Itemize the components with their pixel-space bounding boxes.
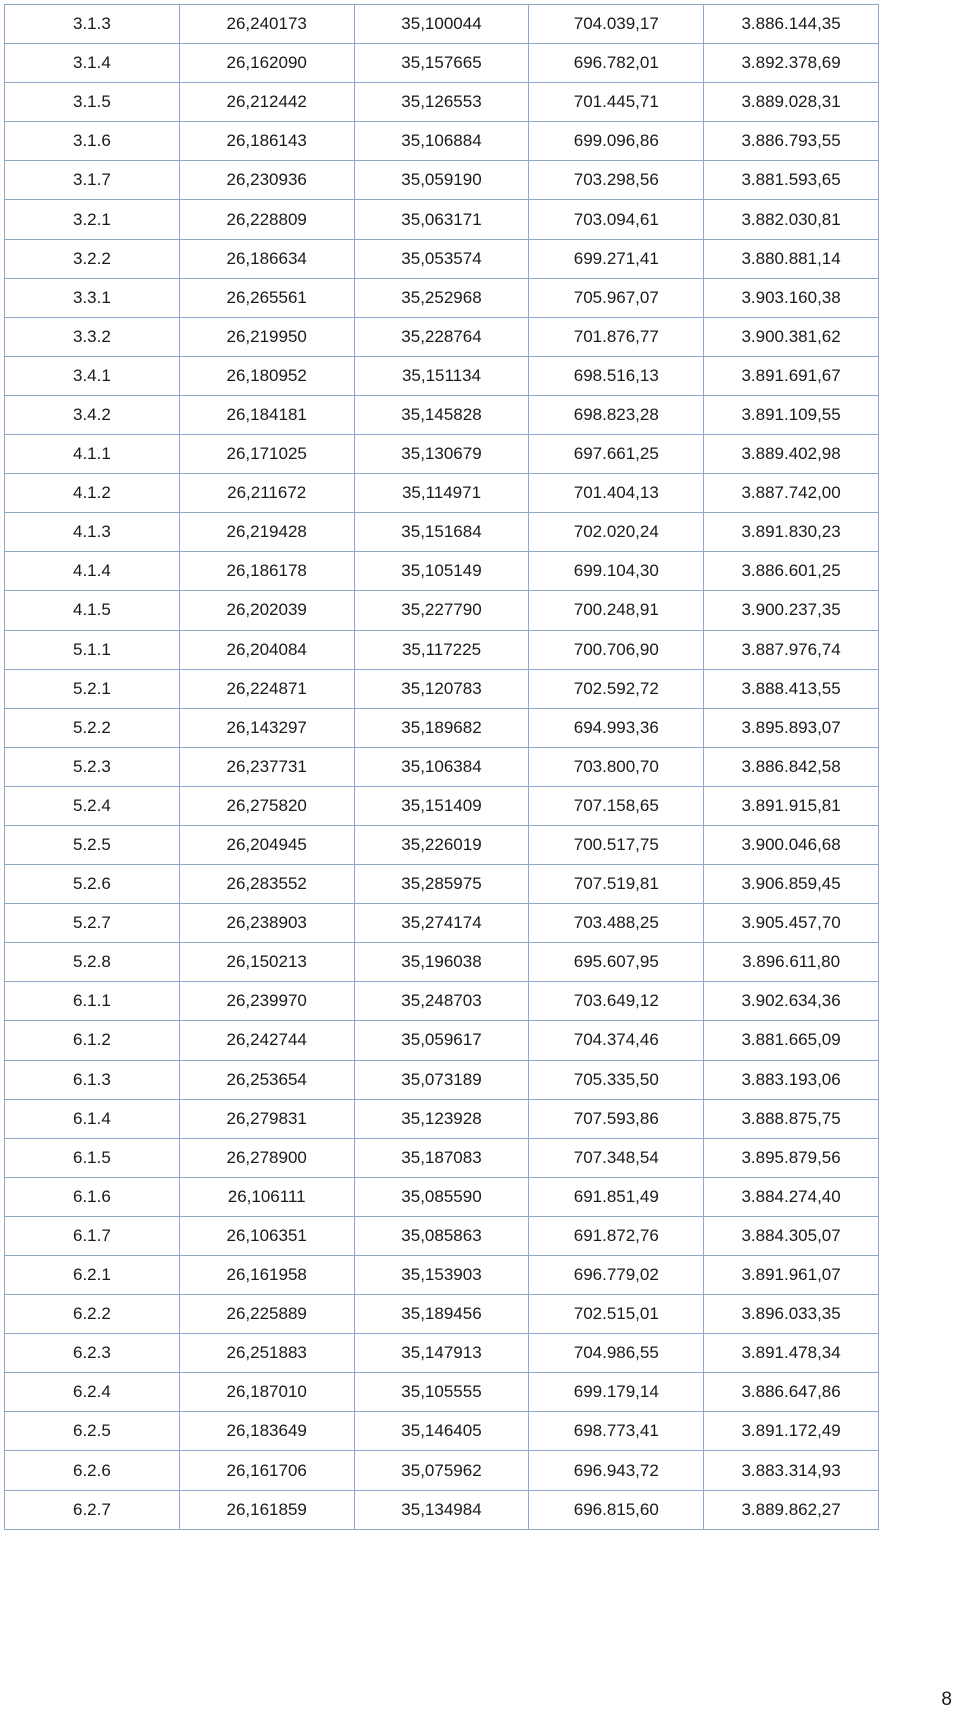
latitude-cell: 26,106351 <box>179 1216 354 1255</box>
table-row <box>5 1490 879 1529</box>
longitude-cell: 35,145828 <box>354 395 529 434</box>
northing-cell: 3.891.830,23 <box>704 513 879 552</box>
easting-cell: 702.020,24 <box>529 513 704 552</box>
table-row <box>5 317 879 356</box>
longitude-cell: 35,248703 <box>354 982 529 1021</box>
northing-cell: 3.891.109,55 <box>704 395 879 434</box>
northing-cell: 3.887.976,74 <box>704 630 879 669</box>
northing-cell: 3.892.378,69 <box>704 44 879 83</box>
northing-cell: 3.889.028,31 <box>704 83 879 122</box>
northing-cell: 3.888.875,75 <box>704 1099 879 1138</box>
longitude-cell: 35,105555 <box>354 1373 529 1412</box>
northing-cell: 3.900.237,35 <box>704 591 879 630</box>
northing-cell: 3.886.144,35 <box>704 5 879 44</box>
table-row <box>5 865 879 904</box>
table-row <box>5 708 879 747</box>
point-id-cell: 6.1.7 <box>5 1216 180 1255</box>
table-row <box>5 161 879 200</box>
table-row <box>5 904 879 943</box>
longitude-cell: 35,157665 <box>354 44 529 83</box>
table-row <box>5 982 879 1021</box>
point-id-cell: 3.3.1 <box>5 278 180 317</box>
easting-cell: 707.158,65 <box>529 786 704 825</box>
northing-cell: 3.881.665,09 <box>704 1021 879 1060</box>
table-row <box>5 1099 879 1138</box>
table-row <box>5 1295 879 1334</box>
point-id-cell: 5.2.4 <box>5 786 180 825</box>
latitude-cell: 26,238903 <box>179 904 354 943</box>
easting-cell: 699.271,41 <box>529 239 704 278</box>
easting-cell: 707.593,86 <box>529 1099 704 1138</box>
point-id-cell: 4.1.4 <box>5 552 180 591</box>
latitude-cell: 26,237731 <box>179 747 354 786</box>
latitude-cell: 26,239970 <box>179 982 354 1021</box>
longitude-cell: 35,147913 <box>354 1334 529 1373</box>
table-row <box>5 122 879 161</box>
table-row <box>5 825 879 864</box>
table-row <box>5 1451 879 1490</box>
point-id-cell: 3.1.6 <box>5 122 180 161</box>
latitude-cell: 26,275820 <box>179 786 354 825</box>
point-id-cell: 4.1.3 <box>5 513 180 552</box>
northing-cell: 3.886.793,55 <box>704 122 879 161</box>
table-row <box>5 1138 879 1177</box>
latitude-cell: 26,240173 <box>179 5 354 44</box>
northing-cell: 3.881.593,65 <box>704 161 879 200</box>
table-row <box>5 669 879 708</box>
latitude-cell: 26,202039 <box>179 591 354 630</box>
table-row <box>5 5 879 44</box>
longitude-cell: 35,189682 <box>354 708 529 747</box>
page-number: 8 <box>941 1689 952 1710</box>
latitude-cell: 26,224871 <box>179 669 354 708</box>
easting-cell: 701.445,71 <box>529 83 704 122</box>
table-row <box>5 1216 879 1255</box>
easting-cell: 695.607,95 <box>529 943 704 982</box>
easting-cell: 697.661,25 <box>529 435 704 474</box>
table-body <box>5 5 879 1530</box>
point-id-cell: 3.1.4 <box>5 44 180 83</box>
longitude-cell: 35,059190 <box>354 161 529 200</box>
latitude-cell: 26,228809 <box>179 200 354 239</box>
longitude-cell: 35,189456 <box>354 1295 529 1334</box>
longitude-cell: 35,252968 <box>354 278 529 317</box>
latitude-cell: 26,212442 <box>179 83 354 122</box>
longitude-cell: 35,134984 <box>354 1490 529 1529</box>
northing-cell: 3.891.691,67 <box>704 356 879 395</box>
easting-cell: 703.800,70 <box>529 747 704 786</box>
easting-cell: 701.404,13 <box>529 474 704 513</box>
easting-cell: 703.649,12 <box>529 982 704 1021</box>
point-id-cell: 3.1.7 <box>5 161 180 200</box>
easting-cell: 700.248,91 <box>529 591 704 630</box>
easting-cell: 704.986,55 <box>529 1334 704 1373</box>
point-id-cell: 6.1.4 <box>5 1099 180 1138</box>
latitude-cell: 26,143297 <box>179 708 354 747</box>
table-row <box>5 943 879 982</box>
table-row <box>5 278 879 317</box>
point-id-cell: 3.1.5 <box>5 83 180 122</box>
table-row <box>5 356 879 395</box>
northing-cell: 3.886.647,86 <box>704 1373 879 1412</box>
easting-cell: 703.488,25 <box>529 904 704 943</box>
easting-cell: 705.335,50 <box>529 1060 704 1099</box>
longitude-cell: 35,120783 <box>354 669 529 708</box>
latitude-cell: 26,204084 <box>179 630 354 669</box>
latitude-cell: 26,279831 <box>179 1099 354 1138</box>
northing-cell: 3.891.478,34 <box>704 1334 879 1373</box>
latitude-cell: 26,283552 <box>179 865 354 904</box>
easting-cell: 698.823,28 <box>529 395 704 434</box>
northing-cell: 3.902.634,36 <box>704 982 879 1021</box>
longitude-cell: 35,117225 <box>354 630 529 669</box>
longitude-cell: 35,073189 <box>354 1060 529 1099</box>
easting-cell: 696.943,72 <box>529 1451 704 1490</box>
northing-cell: 3.900.381,62 <box>704 317 879 356</box>
point-id-cell: 6.2.3 <box>5 1334 180 1373</box>
latitude-cell: 26,230936 <box>179 161 354 200</box>
latitude-cell: 26,161706 <box>179 1451 354 1490</box>
easting-cell: 702.592,72 <box>529 669 704 708</box>
point-id-cell: 4.1.2 <box>5 474 180 513</box>
latitude-cell: 26,265561 <box>179 278 354 317</box>
longitude-cell: 35,151134 <box>354 356 529 395</box>
easting-cell: 699.179,14 <box>529 1373 704 1412</box>
longitude-cell: 35,114971 <box>354 474 529 513</box>
point-id-cell: 4.1.1 <box>5 435 180 474</box>
point-id-cell: 3.3.2 <box>5 317 180 356</box>
latitude-cell: 26,162090 <box>179 44 354 83</box>
latitude-cell: 26,204945 <box>179 825 354 864</box>
point-id-cell: 6.2.4 <box>5 1373 180 1412</box>
longitude-cell: 35,053574 <box>354 239 529 278</box>
longitude-cell: 35,228764 <box>354 317 529 356</box>
point-id-cell: 6.2.7 <box>5 1490 180 1529</box>
easting-cell: 701.876,77 <box>529 317 704 356</box>
latitude-cell: 26,278900 <box>179 1138 354 1177</box>
easting-cell: 696.779,02 <box>529 1256 704 1295</box>
easting-cell: 698.773,41 <box>529 1412 704 1451</box>
table-row <box>5 200 879 239</box>
latitude-cell: 26,161859 <box>179 1490 354 1529</box>
northing-cell: 3.896.033,35 <box>704 1295 879 1334</box>
longitude-cell: 35,153903 <box>354 1256 529 1295</box>
point-id-cell: 5.2.7 <box>5 904 180 943</box>
northing-cell: 3.896.611,80 <box>704 943 879 982</box>
table-row <box>5 44 879 83</box>
table-row <box>5 1412 879 1451</box>
northing-cell: 3.888.413,55 <box>704 669 879 708</box>
northing-cell: 3.886.842,58 <box>704 747 879 786</box>
latitude-cell: 26,186143 <box>179 122 354 161</box>
northing-cell: 3.889.862,27 <box>704 1490 879 1529</box>
latitude-cell: 26,106111 <box>179 1177 354 1216</box>
longitude-cell: 35,285975 <box>354 865 529 904</box>
point-id-cell: 5.2.6 <box>5 865 180 904</box>
northing-cell: 3.880.881,14 <box>704 239 879 278</box>
easting-cell: 698.516,13 <box>529 356 704 395</box>
northing-cell: 3.905.457,70 <box>704 904 879 943</box>
point-id-cell: 6.1.6 <box>5 1177 180 1216</box>
latitude-cell: 26,183649 <box>179 1412 354 1451</box>
latitude-cell: 26,180952 <box>179 356 354 395</box>
point-id-cell: 6.2.2 <box>5 1295 180 1334</box>
longitude-cell: 35,123928 <box>354 1099 529 1138</box>
table-row <box>5 83 879 122</box>
latitude-cell: 26,253654 <box>179 1060 354 1099</box>
point-id-cell: 5.2.8 <box>5 943 180 982</box>
longitude-cell: 35,226019 <box>354 825 529 864</box>
longitude-cell: 35,085590 <box>354 1177 529 1216</box>
point-id-cell: 3.2.2 <box>5 239 180 278</box>
longitude-cell: 35,227790 <box>354 591 529 630</box>
longitude-cell: 35,130679 <box>354 435 529 474</box>
northing-cell: 3.900.046,68 <box>704 825 879 864</box>
table-row <box>5 435 879 474</box>
easting-cell: 705.967,07 <box>529 278 704 317</box>
table-row <box>5 513 879 552</box>
point-id-cell: 6.1.2 <box>5 1021 180 1060</box>
longitude-cell: 35,059617 <box>354 1021 529 1060</box>
longitude-cell: 35,146405 <box>354 1412 529 1451</box>
table-row <box>5 1256 879 1295</box>
table-row <box>5 552 879 591</box>
longitude-cell: 35,151684 <box>354 513 529 552</box>
longitude-cell: 35,106384 <box>354 747 529 786</box>
longitude-cell: 35,151409 <box>354 786 529 825</box>
table-row <box>5 747 879 786</box>
point-id-cell: 4.1.5 <box>5 591 180 630</box>
table-row <box>5 1373 879 1412</box>
northing-cell: 3.891.961,07 <box>704 1256 879 1295</box>
latitude-cell: 26,187010 <box>179 1373 354 1412</box>
easting-cell: 703.094,61 <box>529 200 704 239</box>
point-id-cell: 6.2.1 <box>5 1256 180 1295</box>
point-id-cell: 6.1.1 <box>5 982 180 1021</box>
latitude-cell: 26,225889 <box>179 1295 354 1334</box>
northing-cell: 3.883.193,06 <box>704 1060 879 1099</box>
point-id-cell: 3.1.3 <box>5 5 180 44</box>
latitude-cell: 26,161958 <box>179 1256 354 1295</box>
easting-cell: 703.298,56 <box>529 161 704 200</box>
point-id-cell: 5.2.3 <box>5 747 180 786</box>
longitude-cell: 35,274174 <box>354 904 529 943</box>
table-row <box>5 1334 879 1373</box>
latitude-cell: 26,184181 <box>179 395 354 434</box>
longitude-cell: 35,187083 <box>354 1138 529 1177</box>
latitude-cell: 26,242744 <box>179 1021 354 1060</box>
northing-cell: 3.903.160,38 <box>704 278 879 317</box>
point-id-cell: 6.2.5 <box>5 1412 180 1451</box>
table-row <box>5 1177 879 1216</box>
latitude-cell: 26,251883 <box>179 1334 354 1373</box>
latitude-cell: 26,211672 <box>179 474 354 513</box>
northing-cell: 3.891.172,49 <box>704 1412 879 1451</box>
easting-cell: 700.706,90 <box>529 630 704 669</box>
table-row <box>5 591 879 630</box>
latitude-cell: 26,171025 <box>179 435 354 474</box>
longitude-cell: 35,106884 <box>354 122 529 161</box>
easting-cell: 699.096,86 <box>529 122 704 161</box>
point-id-cell: 6.2.6 <box>5 1451 180 1490</box>
point-id-cell: 6.1.3 <box>5 1060 180 1099</box>
point-id-cell: 5.1.1 <box>5 630 180 669</box>
table-row <box>5 239 879 278</box>
northing-cell: 3.891.915,81 <box>704 786 879 825</box>
longitude-cell: 35,075962 <box>354 1451 529 1490</box>
northing-cell: 3.884.305,07 <box>704 1216 879 1255</box>
table-row <box>5 1060 879 1099</box>
point-id-cell: 5.2.1 <box>5 669 180 708</box>
easting-cell: 696.782,01 <box>529 44 704 83</box>
easting-cell: 707.519,81 <box>529 865 704 904</box>
northing-cell: 3.882.030,81 <box>704 200 879 239</box>
longitude-cell: 35,063171 <box>354 200 529 239</box>
point-id-cell: 5.2.5 <box>5 825 180 864</box>
point-id-cell: 6.1.5 <box>5 1138 180 1177</box>
latitude-cell: 26,186634 <box>179 239 354 278</box>
easting-cell: 702.515,01 <box>529 1295 704 1334</box>
easting-cell: 691.851,49 <box>529 1177 704 1216</box>
latitude-cell: 26,219428 <box>179 513 354 552</box>
point-id-cell: 3.4.2 <box>5 395 180 434</box>
northing-cell: 3.906.859,45 <box>704 865 879 904</box>
table-row <box>5 630 879 669</box>
northing-cell: 3.883.314,93 <box>704 1451 879 1490</box>
longitude-cell: 35,085863 <box>354 1216 529 1255</box>
table-row <box>5 1021 879 1060</box>
table-row <box>5 395 879 434</box>
easting-cell: 691.872,76 <box>529 1216 704 1255</box>
latitude-cell: 26,219950 <box>179 317 354 356</box>
latitude-cell: 26,186178 <box>179 552 354 591</box>
point-id-cell: 5.2.2 <box>5 708 180 747</box>
northing-cell: 3.887.742,00 <box>704 474 879 513</box>
northing-cell: 3.884.274,40 <box>704 1177 879 1216</box>
longitude-cell: 35,196038 <box>354 943 529 982</box>
easting-cell: 699.104,30 <box>529 552 704 591</box>
point-id-cell: 3.2.1 <box>5 200 180 239</box>
northing-cell: 3.895.879,56 <box>704 1138 879 1177</box>
easting-cell: 700.517,75 <box>529 825 704 864</box>
coordinates-table <box>4 4 879 1530</box>
northing-cell: 3.895.893,07 <box>704 708 879 747</box>
longitude-cell: 35,105149 <box>354 552 529 591</box>
latitude-cell: 26,150213 <box>179 943 354 982</box>
northing-cell: 3.889.402,98 <box>704 435 879 474</box>
table-row <box>5 786 879 825</box>
easting-cell: 704.374,46 <box>529 1021 704 1060</box>
easting-cell: 696.815,60 <box>529 1490 704 1529</box>
table-row <box>5 474 879 513</box>
easting-cell: 704.039,17 <box>529 5 704 44</box>
longitude-cell: 35,126553 <box>354 83 529 122</box>
easting-cell: 694.993,36 <box>529 708 704 747</box>
northing-cell: 3.886.601,25 <box>704 552 879 591</box>
point-id-cell: 3.4.1 <box>5 356 180 395</box>
easting-cell: 707.348,54 <box>529 1138 704 1177</box>
longitude-cell: 35,100044 <box>354 5 529 44</box>
